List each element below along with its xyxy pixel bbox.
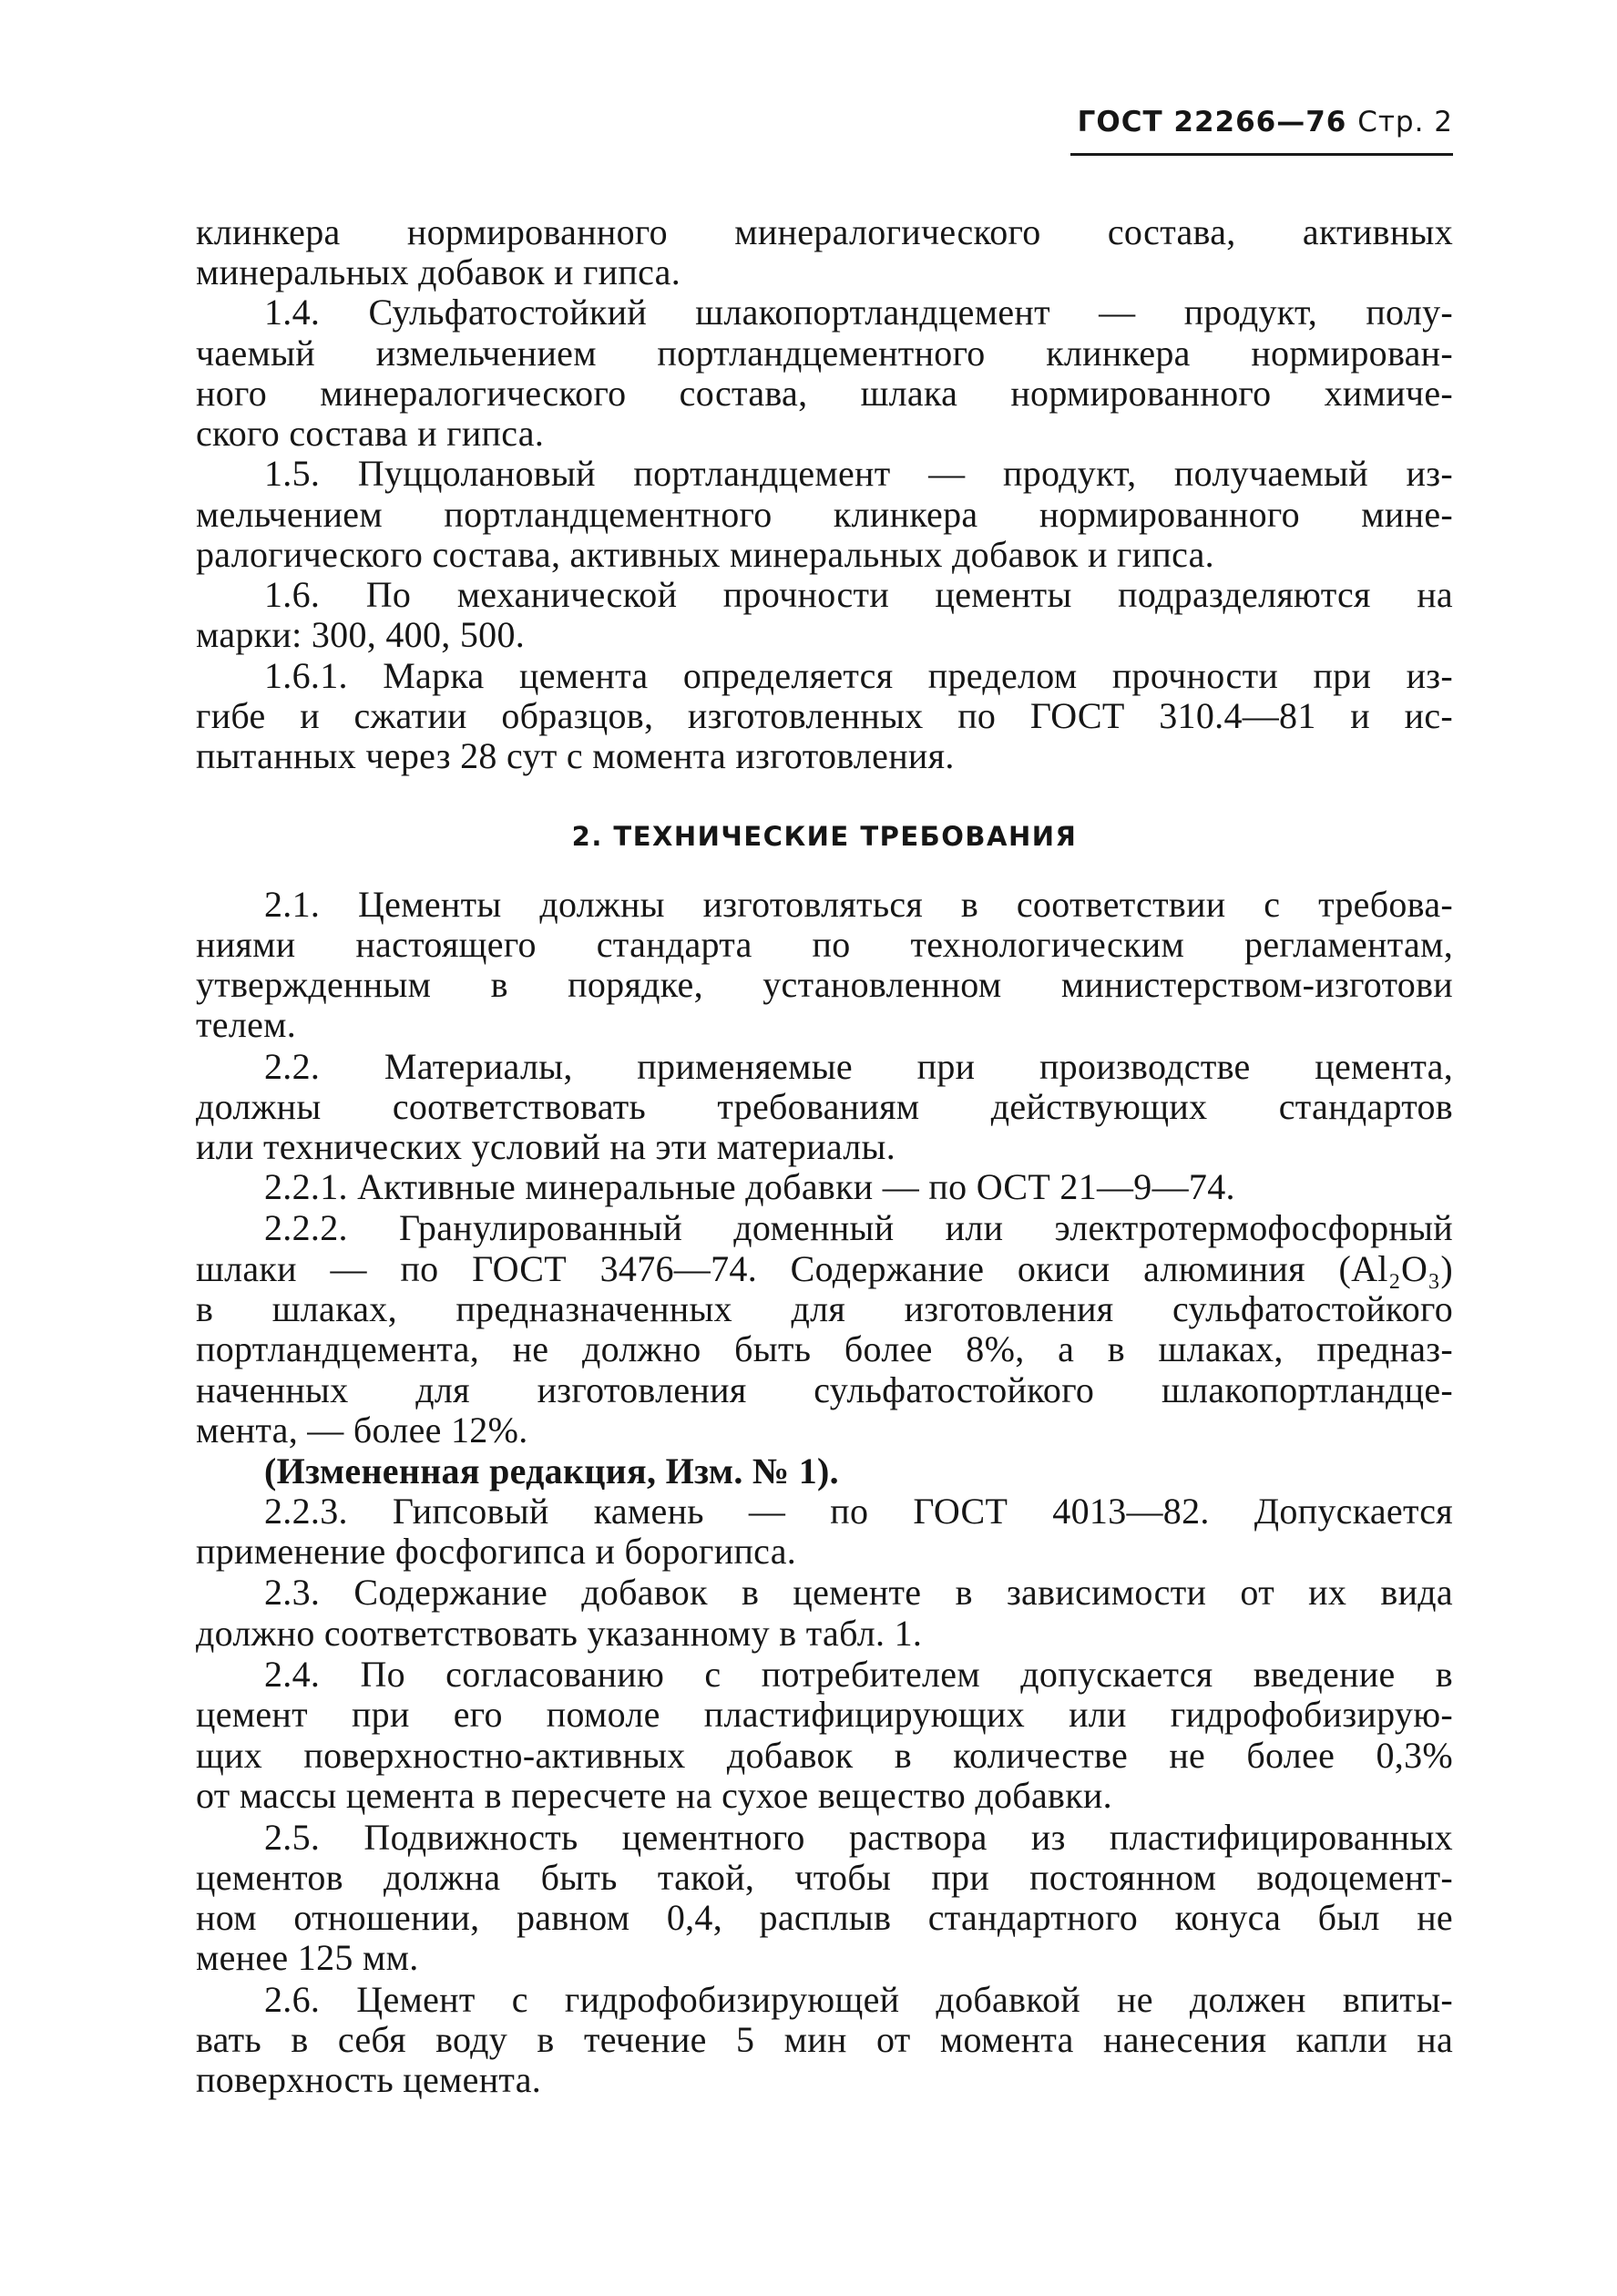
text-line: ном отношении, равном 0,4, расплыв стандартного конуса был не bbox=[196, 1897, 1453, 1938]
text-line: от массы цемента в пересчете на сухое вещество добавки. bbox=[196, 1775, 1112, 1816]
text-line: 2.2.3. Гипсовый камень — по ГОСТ 4013—82. Допускается bbox=[264, 1491, 1453, 1532]
text-line: шлаки — по ГОСТ 3476—74. Содержание окиси алюминия (Al₂O₃) bbox=[196, 1248, 1453, 1289]
text-line: 2.2. Материалы, применяемые при производстве цемента, bbox=[264, 1046, 1453, 1087]
text-line: 2.6. Цемент с гидрофобизирующей добавкой не должен впиты- bbox=[264, 1979, 1453, 2020]
doc-code: ГОСТ 22266—76 bbox=[1077, 106, 1347, 138]
text-line: 2.2.2. Гранулированный доменный или электротермофосфорный bbox=[264, 1207, 1453, 1248]
text-line: мельчением портландцементного клинкера нормированного мине- bbox=[196, 494, 1453, 535]
section-title: 2. ТЕХНИЧЕСКИЕ ТРЕБОВАНИЯ bbox=[571, 821, 1078, 852]
text-line: 1.6.1. Марка цемента определяется пределом прочности при из- bbox=[264, 655, 1453, 696]
text-line: 2.2.1. Активные минеральные добавки — по ОСТ 21—9—74. bbox=[264, 1166, 1235, 1207]
text-line: ского состава и гипса. bbox=[196, 413, 545, 454]
header-rule bbox=[1070, 153, 1453, 156]
text-line: менее 125 мм. bbox=[196, 1937, 419, 1978]
text-line: 2.4. По согласованию с потребителем допускается введение в bbox=[264, 1654, 1453, 1695]
text-line: портландцемента, не должно быть более 8%, а в шлаках, предназ- bbox=[196, 1328, 1453, 1369]
text-line: поверхность цемента. bbox=[196, 2059, 542, 2100]
page-label: Стр. 2 bbox=[1357, 106, 1453, 138]
text-line: наченных для изготовления сульфатостойкого шлакопортландце- bbox=[196, 1369, 1453, 1410]
text-line: 2.5. Подвижность цементного раствора из пластифицированных bbox=[264, 1817, 1453, 1858]
text-line: ниями настоящего стандарта по технологическим регламентам, bbox=[196, 924, 1453, 965]
text-line: мента, — более 12%. bbox=[196, 1409, 528, 1450]
text-line: применение фосфогипса и борогипса. bbox=[196, 1531, 797, 1572]
text-line: вать в себя воду в течение 5 мин от момента нанесения капли на bbox=[196, 2019, 1453, 2060]
text-line: 1.5. Пуццолановый портландцемент — продукт, получаемый из- bbox=[264, 453, 1453, 494]
text-line: 1.6. По механической прочности цементы подразделяются на bbox=[264, 574, 1453, 615]
text-line: должно соответствовать указанному в табл. 1. bbox=[196, 1613, 923, 1654]
text-line: цемент при его помоле пластифицирующих или гидрофобизирую- bbox=[196, 1694, 1453, 1735]
amendment-note: (Измененная редакция, Изм. № 1). bbox=[264, 1450, 839, 1491]
text-line: минеральных добавок и гипса. bbox=[196, 251, 681, 292]
text-line: гибе и сжатии образцов, изготовленных по ГОСТ 310.4—81 и ис- bbox=[196, 695, 1453, 736]
text-line: ралогического состава, активных минеральных добавок и гипса. bbox=[196, 534, 1214, 575]
text-line: 2.3. Содержание добавок в цементе в зависимости от их вида bbox=[264, 1572, 1453, 1613]
text-line: щих поверхностно-активных добавок в количестве не более 0,3% bbox=[196, 1735, 1453, 1776]
text-line: должны соответствовать требованиям действующих стандартов bbox=[196, 1086, 1453, 1127]
text-line: ного минералогического состава, шлака нормированного химиче- bbox=[196, 373, 1453, 414]
running-head bbox=[1070, 106, 1453, 151]
text-line: марки: 300, 400, 500. bbox=[196, 614, 526, 655]
text-line: 2.1. Цементы должны изготовляться в соответствии с требова- bbox=[264, 884, 1453, 925]
text-line: 1.4. Сульфатостойкий шлакопортландцемент — продукт, полу- bbox=[264, 292, 1453, 333]
text-line: в шлаках, предназначенных для изготовления сульфатостойкого bbox=[196, 1288, 1453, 1329]
text-line: телем. bbox=[196, 1004, 297, 1045]
text-line: утвержденным в порядке, установленном министерством-изготови bbox=[196, 964, 1453, 1005]
text-line: клинкера нормированного минералогического состава, активных bbox=[196, 211, 1453, 252]
text-line: пытанных через 28 сут с момента изготовления. bbox=[196, 735, 955, 776]
text-line: или технических условий на эти материалы. bbox=[196, 1126, 896, 1167]
text-line: цементов должна быть такой, чтобы при постоянном водоцемент- bbox=[196, 1857, 1453, 1898]
text-line: чаемый измельчением портландцементного клинкера нормирован- bbox=[196, 333, 1453, 374]
